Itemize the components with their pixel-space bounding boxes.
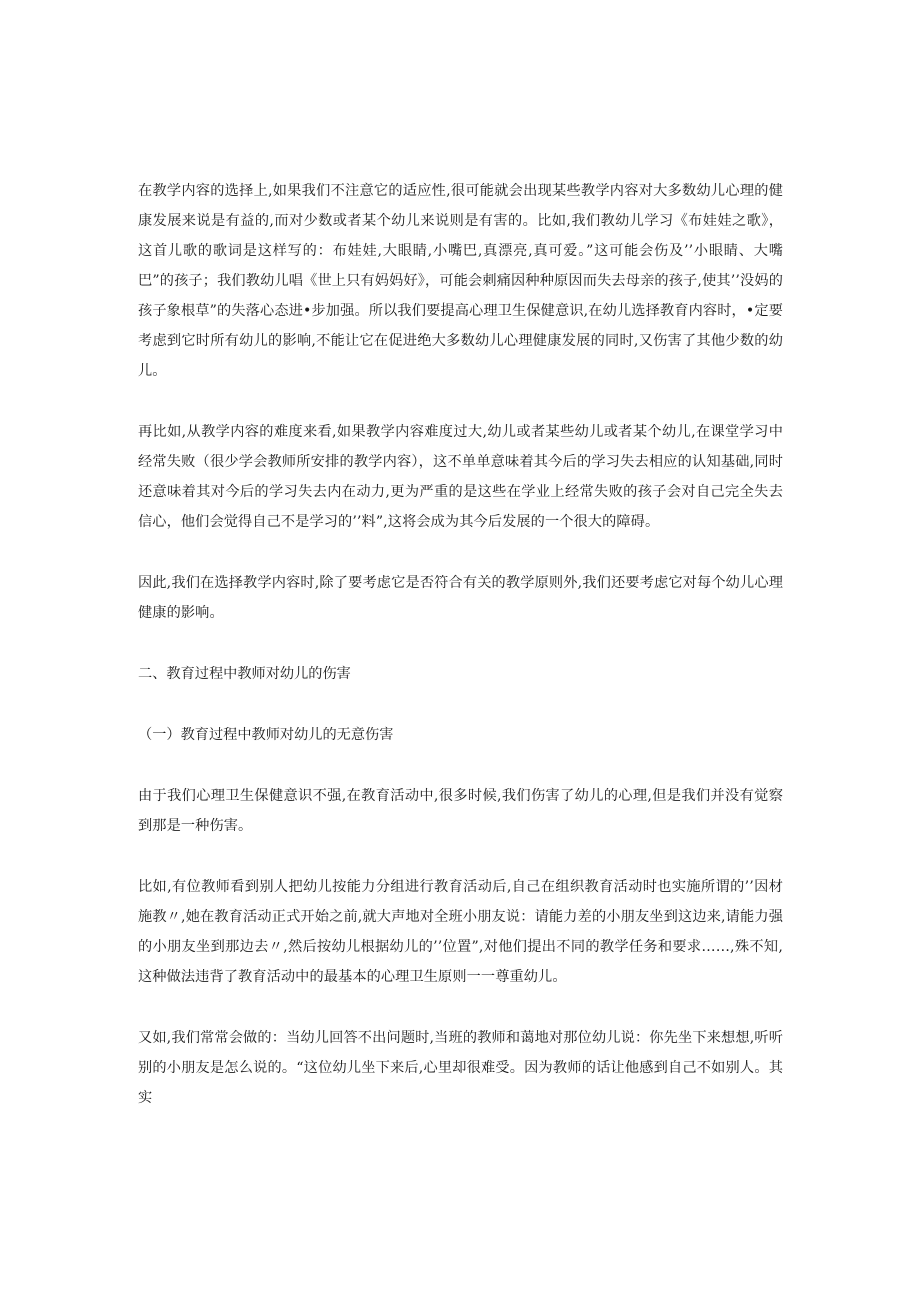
document-body	[138, 176, 783, 1113]
paragraph-answer-example: 又如,我们常常会做的：当幼儿回答不出问题时,当班的教师和蔼地对那位幼儿说：你先坐下来想想,听听别的小朋友是怎么说的。“这位幼儿坐下来后,心里却很难受。因为教师的话让他感到自己不如别人。其实	[138, 1030, 783, 1106]
paragraph-content-adaptability: 在教学内容的选择上,如果我们不注意它的适应性,很可能就会出现某些教学内容对大多数幼儿心理的健康发展来说是有益的,而对少数或者某个幼儿来说则是有害的。比如,我们教幼儿学习《布娃娃之歌》，这首儿歌的歌词是这样写的：布娃娃,大眼睛,小嘴巴,真漂亮,真可爱。”这可能会伤及’’小眼睛、大嘴巴”的孩子；我们教幼儿唱《世上只有妈妈好》，可能会刺痛因种种原因而失去母亲的孩子,使其’’没妈的孩子象根草”的失落心态进•步加强。所以我们要提高心理卫生保健意识,在幼儿选择教育内容时，•定要考虑到它时所有幼儿的影响,不能让它在促进绝大多数幼儿心理健康发展的同时,又伤害了其他少数的幼儿。	[138, 183, 783, 379]
paragraph-unintentional-harm: 由于我们心理卫生保健意识不强,在教育活动中,很多时候,我们伤害了幼儿的心理,但是我们并没有觉察到那是一种伤害。	[138, 788, 783, 834]
section-heading: 二、教育过程中教师对幼儿的伤害	[138, 666, 351, 682]
subsection-heading: （一）教育过程中教师对幼儿的无意伤害	[138, 727, 394, 743]
paragraph-conclusion: 因此,我们在选择教学内容时,除了要考虑它是否符合有关的教学原则外,我们还要考虑它对每个幼儿心理健康的影响。	[138, 575, 783, 621]
paragraph-content-difficulty: 再比如,从教学内容的难度来看,如果教学内容难度过大,幼儿或者某些幼儿或者某个幼儿,在课堂学习中经常失败（很少学会教师所安排的教学内容），这不单单意味着其今后的学习失去相应的认知基础,同时还意味着其对今后的学习失去内在动力,更为严重的是这些在学业上经常失败的孩子会对自己完全失去信心，他们会觉得自己不是学习的’’料”,这将会成为其今后发展的一个很大的障碍。	[138, 424, 783, 530]
paragraph-grouping-example: 比如,有位教师看到别人把幼儿按能力分组进行教育活动后,自己在组织教育活动时也实施所谓的’’因材施教〃,她在教育活动正式开始之前,就大声地对全班小朋友说：请能力差的小朋友坐到这边来,请能力强的小朋友坐到那边去〃,然后按幼儿根据幼儿的’’位置”,对他们提出不同的教学任务和要求……,殊不知,这种做法违背了教育活动中的最基本的心理卫生原则一一尊重幼儿。	[138, 879, 783, 985]
